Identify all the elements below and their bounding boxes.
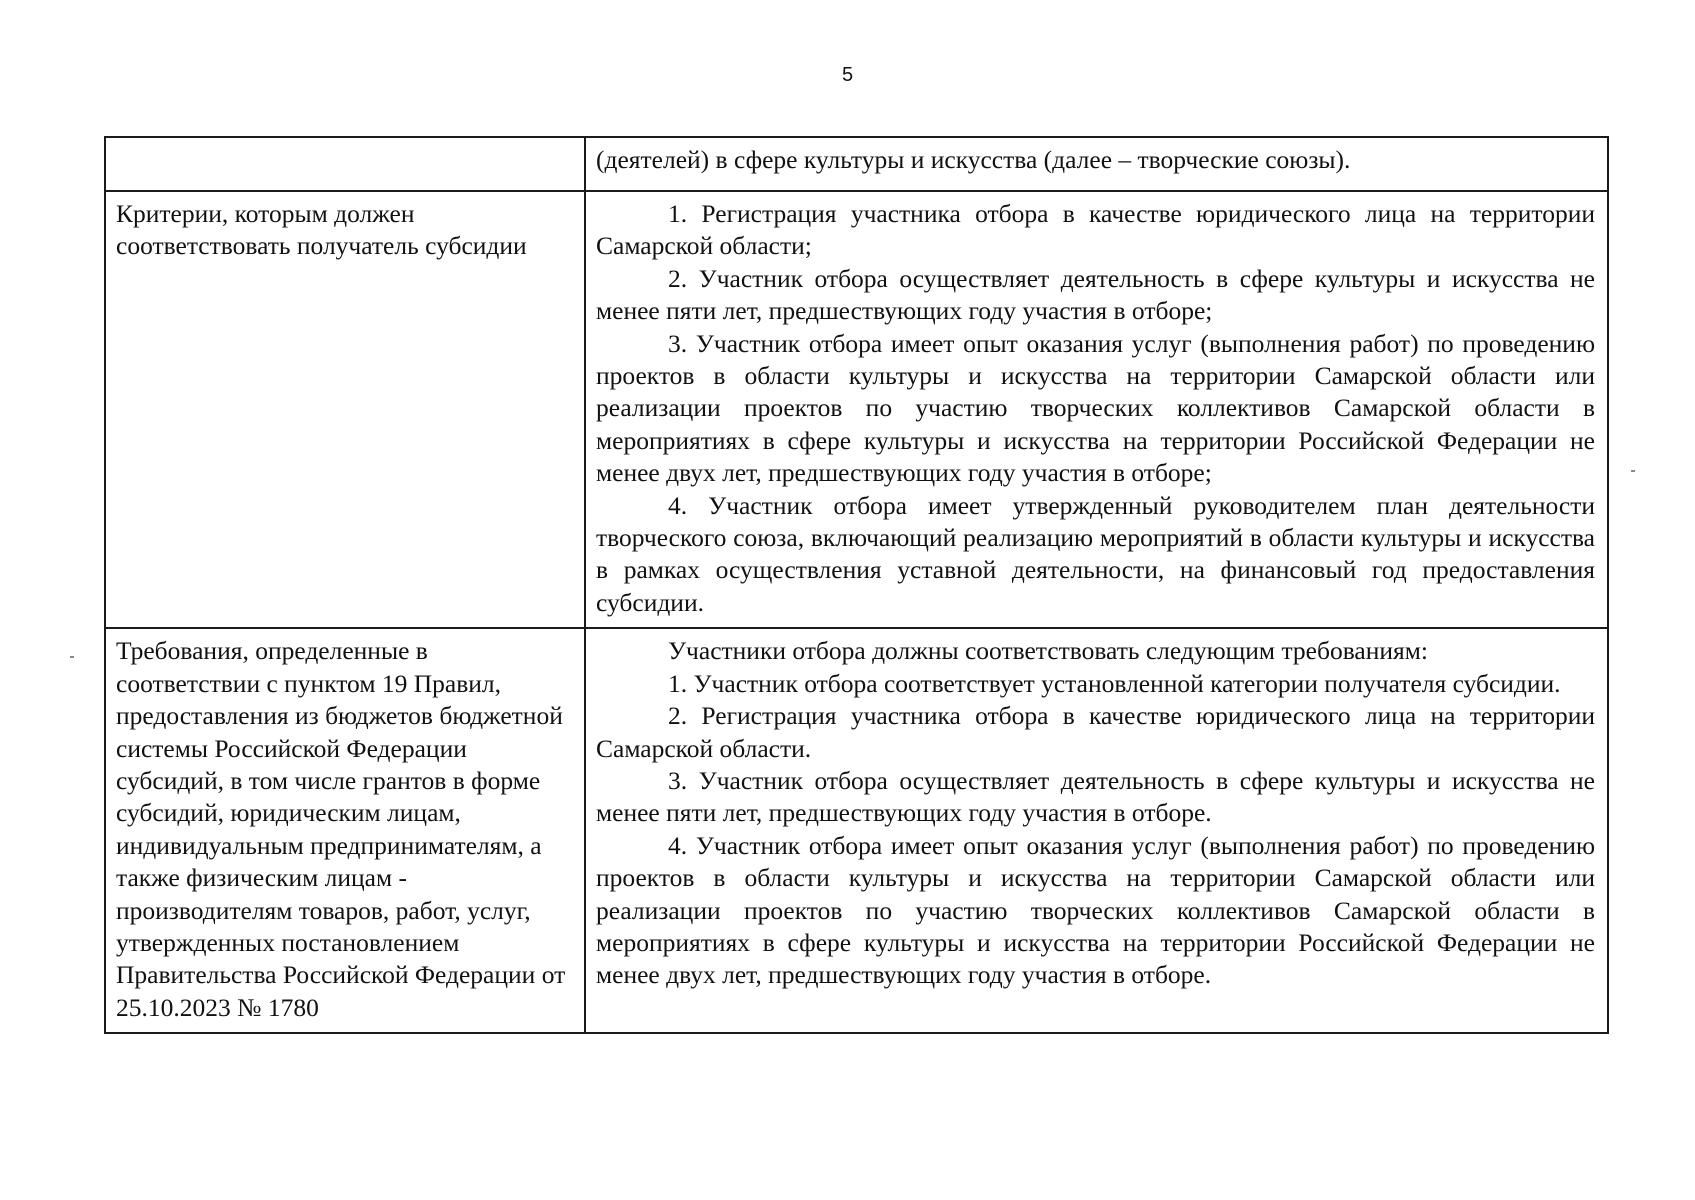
continuation-text: (деятелей) в сфере культуры и искусства (далее – творческие союзы). — [596, 145, 1351, 174]
requirement-paragraph: 1. Участник отбора соответствует установленной категории получателя субсидии. — [668, 668, 1561, 698]
table-cell-content — [585, 191, 1608, 628]
requirement-intro: Участники отбора должны соответствовать следующим требованиям: — [668, 636, 1428, 666]
table-cell-content — [585, 137, 1608, 191]
requirement-paragraph: 4. Участник отбора имеет опыт оказания услуг (выполнения работ) по проведению проектов в области культуры и искусства на территории Самарской области или реализации проектов по участию творческих коллективов Самарской области в мероприятиях в сфере культуры и искусства на территории Российской Федерации не менее двух лет, предшествующих году участия в отборе. — [596, 830, 1595, 990]
criteria-table — [104, 136, 1609, 1034]
row-label: Требования, определенные в соответствии с пунктом 19 Правил, предоставления из бюджетов бюджетной системы Российской Федерации субсидий, в том числе грантов в форме субсидий, юридическим лицам, индивидуальным предпринимателям, а также физическим лицам - производителям товаров, работ, услуг, утвержденных постановлением Правительства Российской Федерации от 25.10.2023 № 1780 — [116, 636, 566, 1022]
requirement-paragraph: 3. Участник отбора осуществляет деятельность в сфере культуры и искусства не менее пяти лет, предшествующих году участия в отборе. — [596, 765, 1595, 828]
row-label: Критерии, которым должен соответствовать получатель субсидии — [116, 199, 527, 261]
criterion-paragraph: 2. Участник отбора осуществляет деятельность в сфере культуры и искусства не менее пяти лет, предшествующих году участия в отборе; — [596, 263, 1595, 326]
table-cell-label — [105, 137, 585, 191]
criterion-paragraph: 3. Участник отбора имеет опыт оказания услуг (выполнения работ) по проведению проектов в области культуры и искусства на территории Самарской области или реализации проектов по участию творческих коллективов Самарской области в мероприятиях в сфере культуры и искусства на территории Российской Федерации не менее двух лет, предшествующих году участия в отборе; — [596, 328, 1595, 488]
scan-artifact — [70, 656, 74, 658]
table-row — [105, 628, 1608, 1033]
table-row — [105, 137, 1608, 191]
scan-artifact — [1631, 470, 1635, 472]
criterion-paragraph: 4. Участник отбора имеет утвержденный руководителем план деятельности творческого союза, включающий реализацию мероприятий в области культуры и искусства в рамках осуществления уставной деятельности, на финансовый год предоставления субсидии. — [596, 490, 1595, 617]
criterion-paragraph: 1. Регистрация участника отбора в качестве юридического лица на территории Самарской области; — [596, 199, 1595, 261]
table-cell-label — [105, 191, 585, 628]
table-row — [105, 191, 1608, 628]
requirement-paragraph: 2. Регистрация участника отбора в качестве юридического лица на территории Самарской области. — [596, 701, 1595, 763]
page-number: 5 — [841, 64, 854, 86]
table-cell-label — [105, 628, 585, 1033]
table-cell-content — [585, 628, 1608, 1033]
